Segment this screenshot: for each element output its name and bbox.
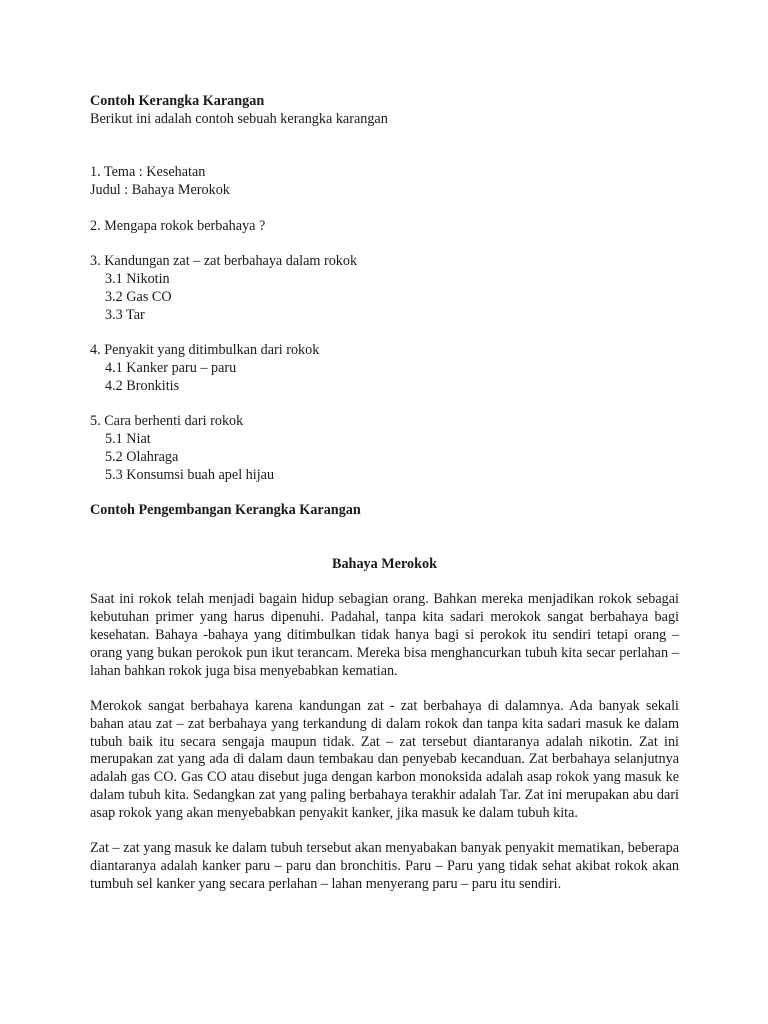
spacer: [90, 129, 679, 165]
outline-item-2: 2. Mengapa rokok berbahaya ?: [90, 217, 266, 234]
outline-item-3: 3. Kandungan zat – zat berbahaya dalam rokok: [90, 253, 358, 270]
essay-paragraph-2: Merokok sangat berbahaya karena kandungan zat - zat berbahaya di dalamnya. Ada banyak sekali bahan atau zat – zat berbahaya yang terkandung di dalam rokok dan tanpa kita sadari masuk ke dalam tubuh baik itu secara sengaja maupun tidak. Zat – zat tersebut diantaranya adalah nikotin. Zat ini merupakan zat yang ada di dalam daun tembakau dan penyebab kecanduan. Zat berbahaya selanjutnya adalah gas CO. Gas CO atau disebut juga dengan karbon monoksida adalah asap rokok yang masuk ke dalam tubuh kita. Sedangkan zat yang paling berbahaya terakhir adalah Tar. Zat ini merupakan abu dari asap rokok yang akan menyebabkan penyakit kanker, jika masuk ke dalam tubuh kita.: [90, 698, 679, 821]
outline-item-5: 5. Cara berhenti dari rokok: [90, 413, 244, 430]
essay-paragraph-1: Saat ini rokok telah menjadi bagain hidup sebagian orang. Bahkan mereka menjadikan rokok sebagai kebutuhan primer yang harus dipenuhi. Padahal, tanpa kita sadari merokok sangat berbahaya bagi kesehatan. Bahaya -bahaya yang ditimbulkan tidak hanya bagi si perokok itu sendiri tetapi orang – orang yang bukan perokok pun ikut terancam. Mereka bisa menghancurkan tubuh kita secar perlahan – lahan bahkan rokok juga bisa menyebabkan kematian.: [90, 591, 679, 679]
outline-subitem: 4.1 Kanker paru – paru: [105, 359, 237, 376]
intro-text: Berikut ini adalah contoh sebuah kerangka karangan: [90, 110, 388, 127]
outline-subitem: 4.2 Bronkitis: [105, 377, 180, 394]
outline: [90, 164, 679, 484]
outline-subitem: 3.3 Tar: [105, 306, 145, 323]
outline-item-4: 4. Penyakit yang ditimbulkan dari rokok: [90, 342, 320, 359]
document-heading: Contoh Kerangka Karangan: [90, 93, 265, 109]
outline-subitem: 5.2 Olahraga: [105, 448, 179, 465]
outline-subitem: 3.2 Gas CO: [105, 288, 172, 305]
outline-subitem: 5.3 Konsumsi buah apel hijau: [105, 466, 275, 483]
essay-title: Bahaya Merokok: [332, 555, 437, 572]
essay-paragraph-3: Zat – zat yang masuk ke dalam tubuh tersebut akan menyabakan banyak penyakit mematikan, beberapa diantaranya adalah kanker paru – paru dan bronchitis. Paru – Paru yang tidak sehat akibat rokok akan tumbuh sel kanker yang secara perlahan – lahan menyerang paru – paru itu sendiri.: [90, 840, 679, 893]
outline-item-1-theme: 1. Tema : Kesehatan: [90, 164, 206, 181]
outline-subitem: 5.1 Niat: [105, 431, 151, 448]
development-heading: Contoh Pengembangan Kerangka Karangan: [90, 502, 361, 519]
outline-item-1-title: Judul : Bahaya Merokok: [90, 181, 230, 198]
outline-subitem: 3.1 Nikotin: [105, 270, 170, 287]
document-page: [90, 93, 679, 894]
